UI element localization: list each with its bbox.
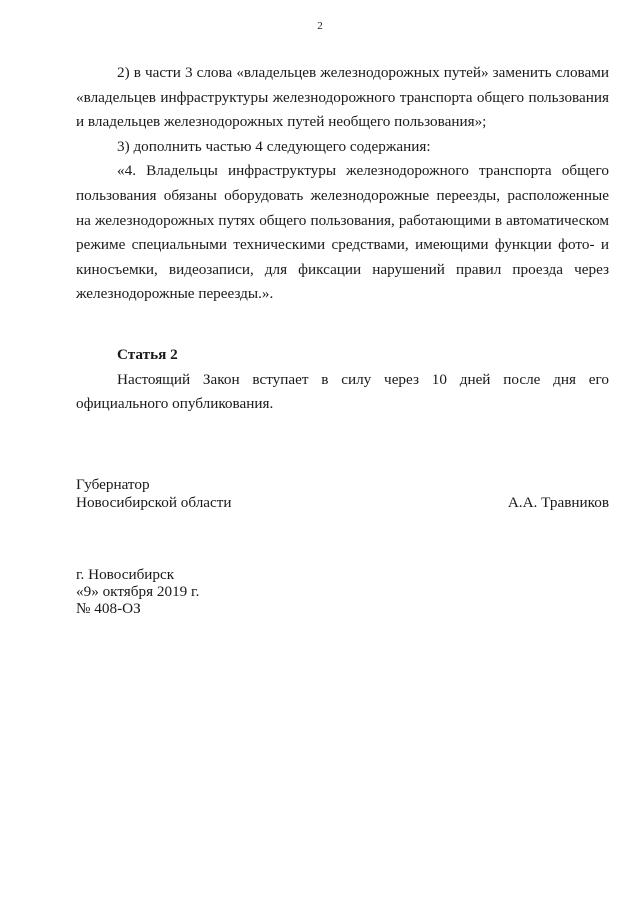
law-number: № 408-ОЗ <box>76 600 141 617</box>
signatory-name: А.А. Травников <box>507 494 609 511</box>
law-date: «9» октября 2019 г. <box>76 583 200 600</box>
paragraph-amendment-3: 3) дополнить частью 4 следующего содержания: <box>117 137 431 155</box>
signature-block <box>76 476 609 512</box>
city: г. Новосибирск <box>76 566 175 583</box>
paragraph-part-4: «4. Владельцы инфраструктуры железнодорожного транспорта общего пользования обязаны оборудовать железнодорожные переезды, расположенные на железнодорожных путях общего пользования, работающими в автоматическом режиме специальными техническими средствами, имеющими функции фото- и киносъемки, видеозаписи, для фиксации нарушений правил проезда через железнодорожные переезды.». <box>76 162 609 303</box>
signatory-region: Новосибирской области <box>76 494 232 511</box>
signatory-title: Губернатор <box>76 476 150 493</box>
article-text: Настоящий Закон вступает в силу через 10 дней после дня его официального опубликования. <box>76 370 609 413</box>
paragraph-amendment-2: 2) в части 3 слова «владельцев железнодорожных путей» заменить словами «владельцев инфраструктуры железнодорожного транспорта общего пользования и владельцев железнодорожных путей необщего пользования»; <box>76 64 609 131</box>
place-date-block <box>76 566 199 617</box>
signature-row <box>76 494 609 512</box>
article-heading: Статья 2 <box>117 345 178 363</box>
page-number: 2 <box>317 20 323 32</box>
document-body <box>76 61 609 417</box>
